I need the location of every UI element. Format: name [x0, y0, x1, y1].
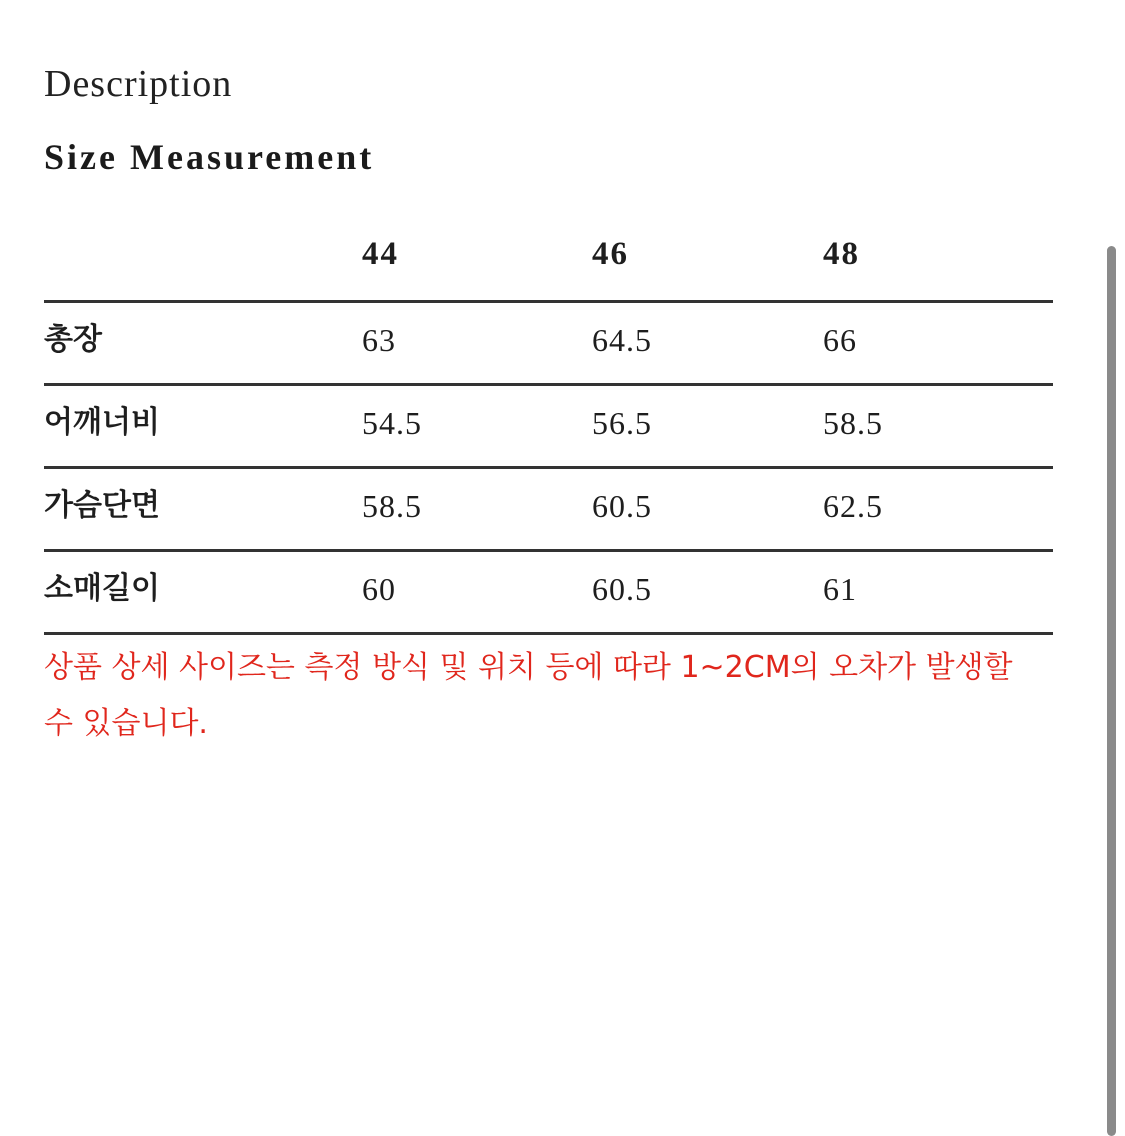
table-cell: 63 — [362, 322, 396, 358]
table-cell: 64.5 — [592, 322, 652, 358]
table-cell: 58.5 — [823, 405, 883, 441]
table-row — [44, 552, 1053, 635]
row-label-chest-width: 가슴단면 — [44, 488, 160, 523]
size-table — [44, 228, 1053, 635]
table-cell: 60.5 — [592, 488, 652, 524]
table-cell: 66 — [823, 322, 857, 358]
header-size-44: 44 — [362, 236, 399, 272]
row-label-shoulder-width: 어깨너비 — [44, 405, 160, 440]
header-size-48: 48 — [823, 236, 860, 272]
description-title: Description — [44, 63, 233, 105]
table-row — [44, 386, 1053, 469]
row-label-sleeve-length: 소매길이 — [44, 571, 160, 606]
size-measurement-title: Size Measurement — [44, 137, 375, 177]
table-cell: 60 — [362, 571, 396, 607]
size-disclaimer-note: 상품 상세 사이즈는 측정 방식 및 위치 등에 따라 1~2CM의 오차가 발생할 수 있습니다. — [44, 650, 1013, 741]
table-cell: 60.5 — [592, 571, 652, 607]
header-size-46: 46 — [592, 236, 629, 272]
table-cell: 62.5 — [823, 488, 883, 524]
table-cell: 58.5 — [362, 488, 422, 524]
scrollbar[interactable] — [1107, 0, 1125, 1125]
table-cell: 61 — [823, 571, 857, 607]
row-label-total-length: 총장 — [44, 322, 102, 357]
table-row — [44, 469, 1053, 552]
table-cell: 54.5 — [362, 405, 422, 441]
table-header-row — [44, 228, 1053, 303]
scrollbar-thumb[interactable] — [1107, 246, 1116, 1136]
table-cell: 56.5 — [592, 405, 652, 441]
table-row — [44, 303, 1053, 386]
